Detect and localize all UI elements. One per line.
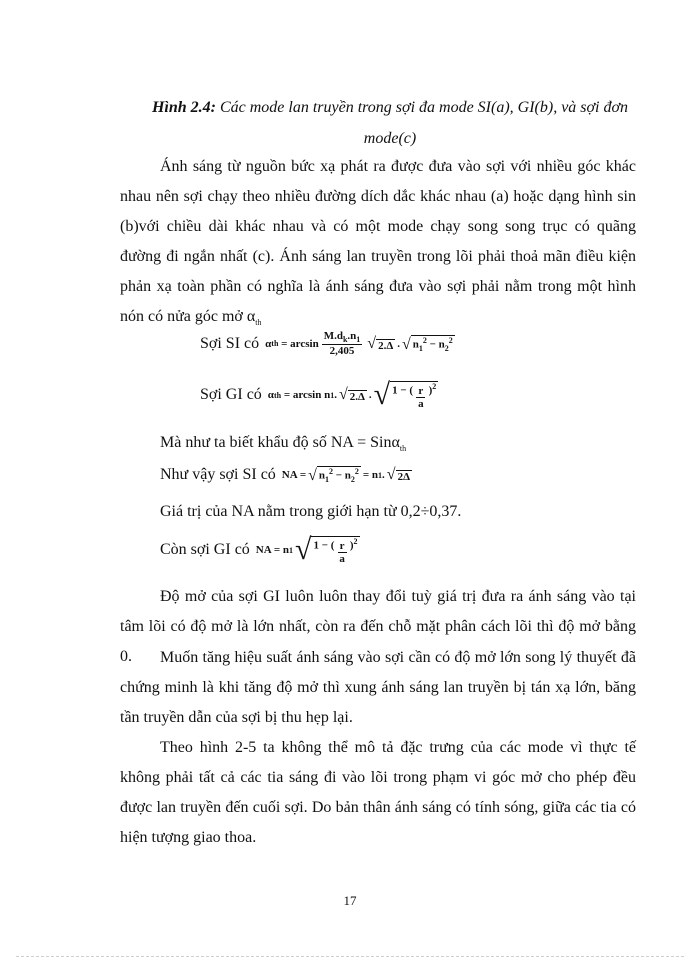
equation-na-gi bbox=[160, 535, 362, 565]
equation-na-si bbox=[160, 466, 414, 484]
equation-gi-label: Sợi GI có bbox=[200, 386, 262, 403]
caption-text: Các mode lan truyền trong sợi đa mode SI(a), GI(b), và sợi đơn mode(c) bbox=[215, 99, 629, 147]
paragraph-1-text: Ánh sáng từ nguồn bức xạ phát ra được đưa vào sợi với nhiều góc khác nhau nên sợi chạy theo nhiều đường dích dắc khác nhau (a) hoặc dạng hình sin (b)với chiều dài khác nhau và có một mode chạy song song trục có quãng đường đi ngắn nhất (c). Ánh sáng lan truyền trong lõi phải thoả mãn điều kiện phản xạ toàn phần có nghĩa là ánh sáng đưa vào sợi phải nằm trong một hình nón có nửa góc mở α bbox=[120, 158, 636, 325]
na-range-line: Giá trị của NA nằm trong giới hạn từ 0,2÷0,37. bbox=[160, 503, 462, 520]
figure-caption bbox=[140, 92, 640, 154]
equation-na-si-formula: NA = √ $n_1^2 - n_2^2$ = n 1 . √ 2Δ bbox=[281, 466, 410, 484]
na-definition-text: Mà như ta biết khẩu độ số NA = Sinα bbox=[160, 434, 400, 451]
na-alpha-subscript: th bbox=[399, 444, 407, 454]
page-number: 17 bbox=[343, 893, 357, 908]
equation-na-gi-label: Còn sợi GI có bbox=[160, 541, 250, 558]
equation-na-si-label: Như vậy sợi SI có bbox=[160, 466, 276, 483]
paragraph-2: Độ mở của sợi GI luôn luôn thay đổi tuỳ giá trị đưa ra ánh sáng vào tại tâm lõi có độ mở là lớn nhất, còn ra đến chỗ mặt phân cách lõi thì độ mở bằng 0. bbox=[120, 588, 636, 665]
paragraph-1 bbox=[120, 152, 636, 338]
equation-gi bbox=[200, 380, 440, 410]
equation-si bbox=[200, 330, 457, 357]
paragraph-4: Theo hình 2-5 ta không thể mô tả đặc trưng của các mode vì thực tế không phải tất cả các tia sáng đi vào lõi trong phạm vi góc mở cho phép đều được lan truyền đến cuối sợi. Do bản thân ánh sáng có tính sóng, giữa các tia có hiện tượng giao thoa. bbox=[120, 739, 636, 846]
equation-gi-formula: α th = arcsin n 1 . √ 2.Δ . √ 1 − ( $\frac{r}{a}$ )$^2$ bbox=[267, 378, 437, 411]
equation-si-formula: α th = arcsin $\frac{M.d_k.n_1}{2,405}$ √ 2.Δ . √ $n_1^2 - n_2^2$ bbox=[265, 330, 453, 358]
alpha-subscript: th bbox=[255, 318, 262, 328]
equation-si-label: Sợi SI có bbox=[200, 334, 260, 352]
page-bottom-border bbox=[16, 956, 684, 957]
na-definition bbox=[160, 431, 406, 461]
paragraph-3: Muốn tăng hiệu suất ánh sáng vào sợi cần có độ mở lớn song lý thuyết đã chứng minh là khi tăng độ mở thì xung ánh sáng lan truyền bị tán xạ lớn, băng tần truyền dẫn của sợi bị thu hẹp lại. bbox=[120, 649, 636, 726]
caption-label: Hình 2.4: bbox=[151, 99, 216, 116]
equation-na-gi-formula: NA = n 1 √ 1 − ( $\frac{r}{a}$ )$^2$ bbox=[255, 533, 358, 566]
